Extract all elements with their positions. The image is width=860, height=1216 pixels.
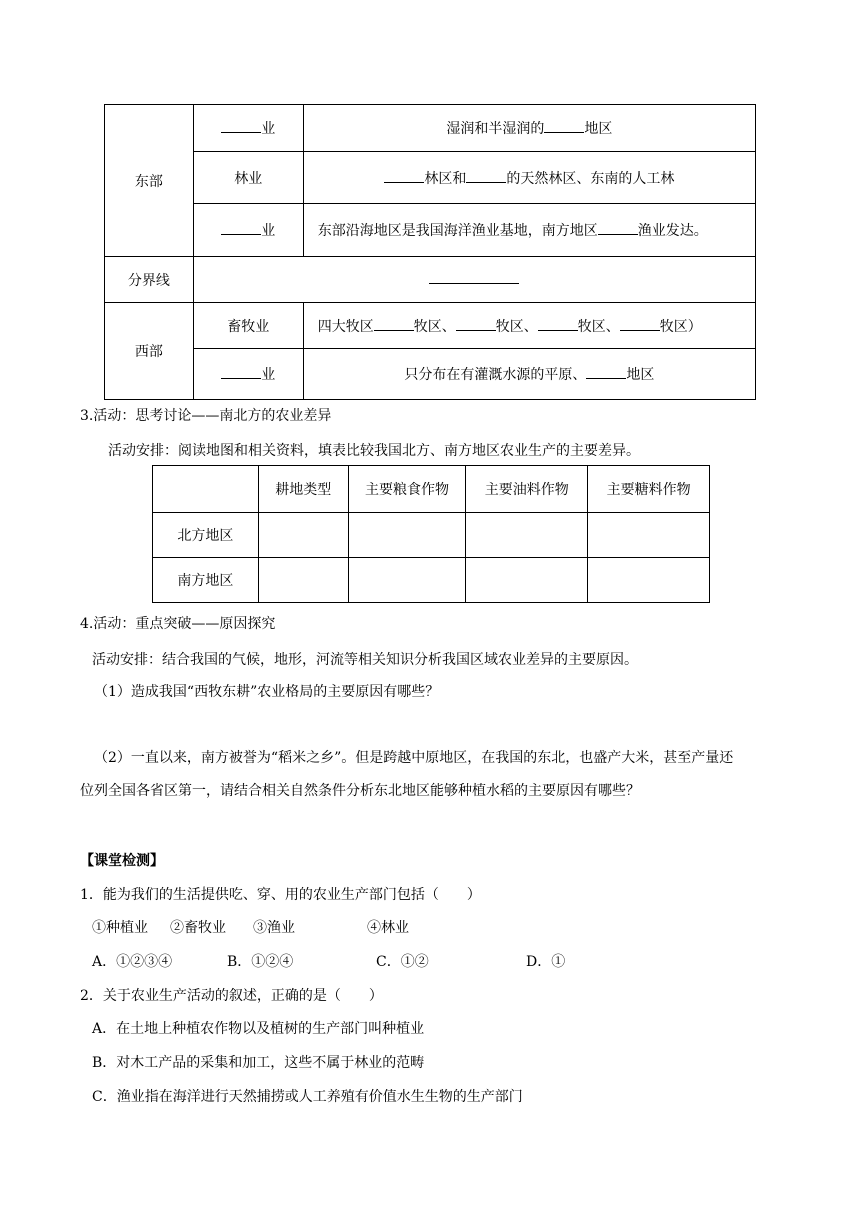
region-cell-west: 西部 — [105, 303, 194, 400]
industry-cell: 业 — [193, 105, 303, 152]
fill-blank[interactable] — [384, 170, 424, 183]
section3-heading: 3.活动：思考讨论——南北方的农业差异 — [80, 408, 332, 424]
section3-arrangement: 活动安排：阅读地图和相关资料，填表比较我国北方、南方地区农业生产的主要差异。 — [108, 443, 640, 459]
fill-blank[interactable] — [538, 318, 578, 331]
answer-cell[interactable] — [588, 513, 710, 558]
section4-heading: 4.活动：重点突破——原因探究 — [80, 616, 276, 632]
fill-blank[interactable] — [598, 222, 638, 235]
header-cell: 主要粮食作物 — [348, 466, 466, 513]
q1-option-a[interactable]: A．①②③④ — [92, 954, 173, 970]
q1-item: ④林业 — [367, 920, 409, 936]
fill-blank[interactable] — [620, 318, 660, 331]
section4-question2-line2: 位列全国各省区第一，请结合相关自然条件分析东北地区能够种植水稻的主要原因有哪些？ — [80, 783, 640, 799]
row-label-south: 南方地区 — [153, 558, 259, 603]
q1-option-d[interactable]: D．① — [526, 954, 566, 970]
agriculture-distribution-table — [104, 104, 756, 400]
north-south-comparison-table — [152, 465, 710, 603]
answer-cell[interactable] — [348, 558, 466, 603]
region-cell-boundary: 分界线 — [105, 257, 194, 303]
fill-blank[interactable] — [544, 120, 584, 133]
header-cell: 主要糖料作物 — [588, 466, 710, 513]
q1-option-c[interactable]: C．①② — [376, 954, 429, 970]
fill-blank[interactable] — [221, 120, 261, 133]
description-cell: 四大牧区 牧区、 牧区、 牧区、 牧区） — [303, 303, 755, 349]
answer-cell[interactable] — [348, 513, 466, 558]
fill-blank[interactable] — [221, 366, 261, 379]
section4-question2-line1: （2）一直以来，南方被誉为“稻米之乡”。但是跨越中原地区，在我国的东北，也盛产大米，甚至产量还 — [94, 750, 734, 766]
q2-option-a[interactable]: A．在土地上种植农作物以及植树的生产部门叫种植业 — [92, 1021, 425, 1037]
header-cell: 耕地类型 — [258, 466, 348, 513]
check-question1: 1．能为我们的生活提供吃、穿、用的农业生产部门包括（ ） — [80, 887, 481, 903]
fill-blank[interactable] — [221, 222, 261, 235]
answer-cell[interactable] — [258, 513, 348, 558]
section4-question1: （1）造成我国“西牧东耕”农业格局的主要原因有哪些？ — [94, 684, 440, 700]
answer-cell[interactable] — [466, 558, 588, 603]
fill-blank[interactable] — [466, 170, 506, 183]
row-label-north: 北方地区 — [153, 513, 259, 558]
description-cell: 只分布在有灌溉水源的平原、 地区 — [303, 349, 755, 400]
region-cell-east: 东部 — [105, 105, 194, 257]
q1-item: ③渔业 — [253, 920, 295, 936]
q2-option-b[interactable]: B．对木工产品的采集和加工，这些不属于林业的范畴 — [92, 1055, 425, 1071]
check-question2: 2．关于农业生产活动的叙述，正确的是（ ） — [80, 988, 383, 1004]
industry-cell: 林业 — [193, 152, 303, 204]
answer-cell[interactable] — [466, 513, 588, 558]
q1-item: ①种植业 — [92, 920, 148, 936]
classroom-check-title: 【课堂检测】 — [80, 853, 164, 869]
fill-blank[interactable] — [456, 318, 496, 331]
boundary-answer-cell — [193, 257, 755, 303]
fill-blank[interactable] — [429, 271, 519, 284]
answer-cell[interactable] — [588, 558, 710, 603]
industry-cell: 业 — [193, 204, 303, 257]
description-cell: 林区和 的天然林区、东南的人工林 — [303, 152, 755, 204]
fill-blank[interactable] — [586, 366, 626, 379]
section4-arrangement: 活动安排：结合我国的气候，地形，河流等相关知识分析我国区域农业差异的主要原因。 — [92, 652, 638, 668]
industry-cell: 畜牧业 — [193, 303, 303, 349]
answer-cell[interactable] — [258, 558, 348, 603]
q2-option-c[interactable]: C．渔业指在海洋进行天然捕捞或人工养殖有价值水生生物的生产部门 — [92, 1089, 523, 1105]
q1-option-b[interactable]: B．①②④ — [227, 954, 294, 970]
header-cell: 主要油料作物 — [466, 466, 588, 513]
q1-item: ②畜牧业 — [170, 920, 226, 936]
description-cell: 东部沿海地区是我国海洋渔业基地，南方地区 渔业发达。 — [303, 204, 755, 257]
description-cell: 湿润和半湿润的 地区 — [303, 105, 755, 152]
industry-cell: 业 — [193, 349, 303, 400]
header-cell — [153, 466, 259, 513]
fill-blank[interactable] — [374, 318, 414, 331]
